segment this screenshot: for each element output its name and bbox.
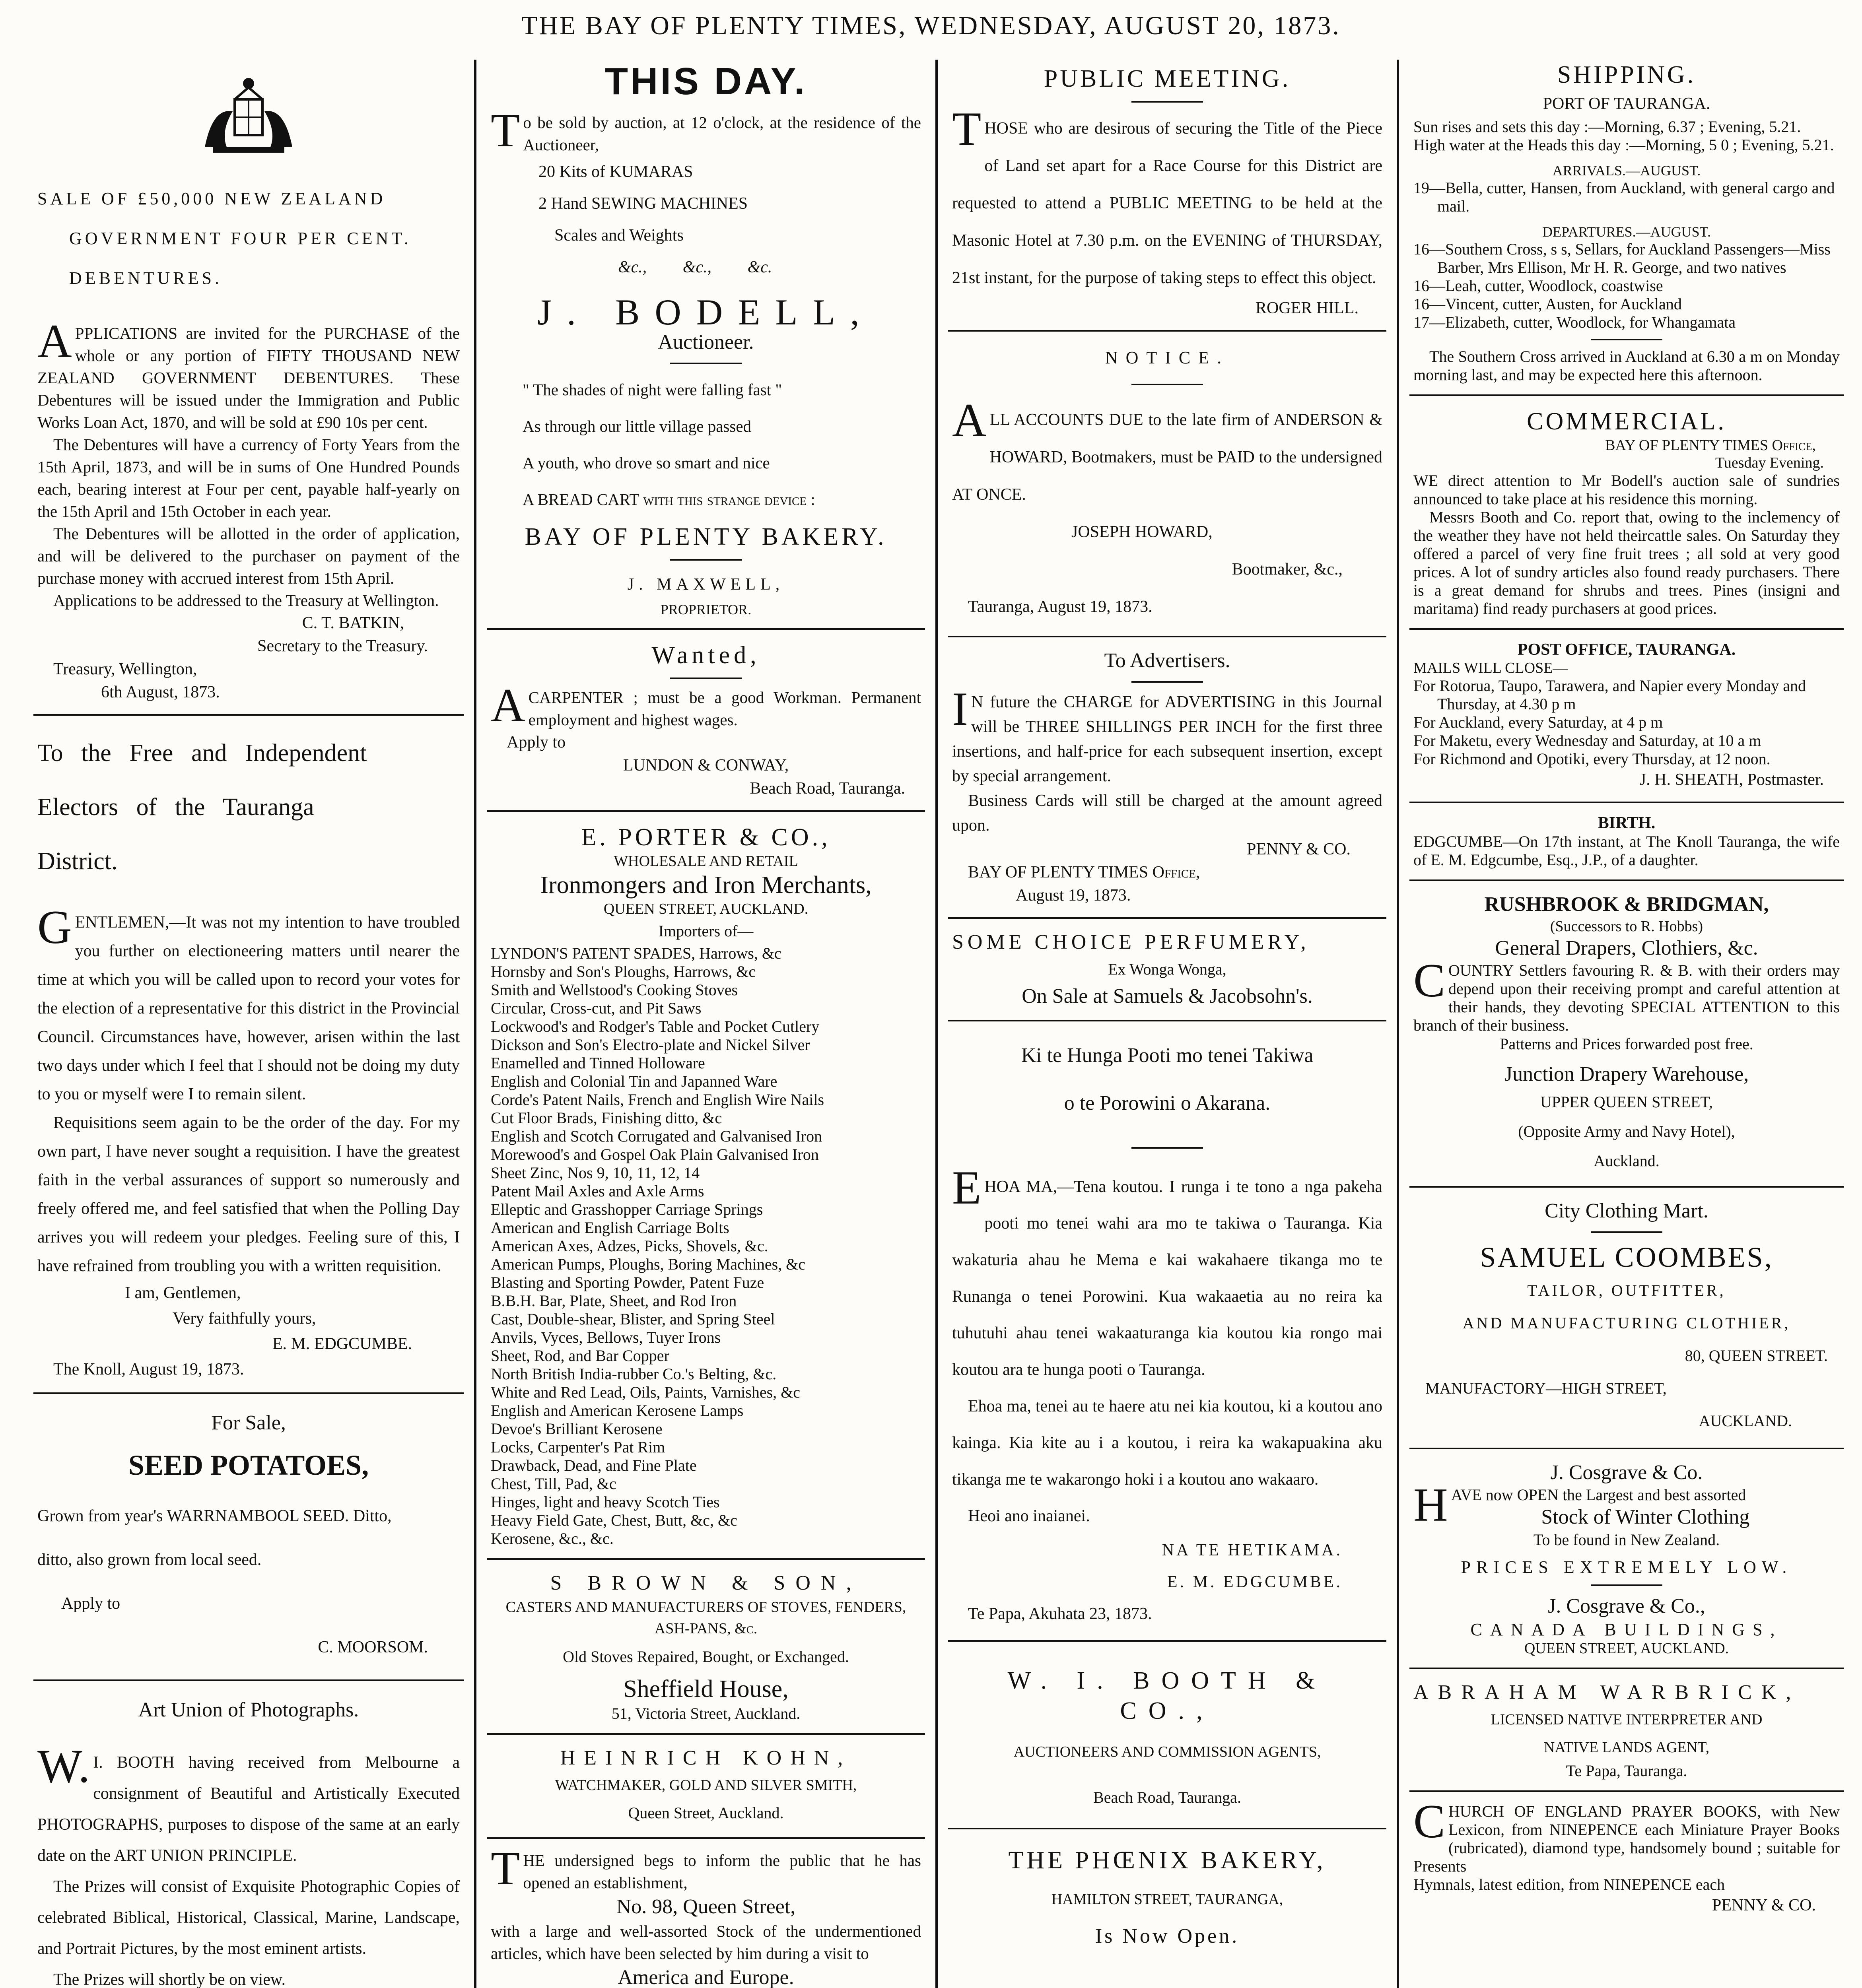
list-item: Sheet Zinc, Nos 9, 10, 11, 12, 14 <box>491 1164 700 1182</box>
phoenix-address: HAMILTON STREET, TAURANGA, <box>1051 1891 1283 1908</box>
wanted-text: ACARPENTER ; must be a good Workman. Permanent employment and highest wages. <box>491 679 921 732</box>
verse-line: A BREAD CART with this strange device : <box>523 490 815 509</box>
cosgrave-sub: To be found in New Zealand. <box>1533 1531 1720 1549</box>
apply: Apply to <box>61 1594 121 1613</box>
commercial-day: Tuesday Evening. <box>1715 454 1824 471</box>
prayer-text: CHURCH OF ENGLAND PRAYER BOOKS, with New Lexicon, from NINEPENCE each Miniature Prayer Books (rubricated), diamond type, handsomely bound ; suitable for Presents <box>1413 1795 1840 1875</box>
porter-items <box>491 944 921 1548</box>
seed-text: ditto, also grown from local seed. <box>37 1551 262 1569</box>
column-rule <box>474 60 476 1988</box>
coombes-mart: City Clothing Mart. <box>1545 1200 1708 1222</box>
phoenix-title: THE PHŒNIX BAKERY, <box>1008 1847 1326 1874</box>
list-item: For Maketu, every Wednesday and Saturday, at 10 a m <box>1413 732 1761 749</box>
divider <box>1409 802 1844 803</box>
divider <box>1131 101 1203 103</box>
brown-address: 51, Victoria Street, Auckland. <box>611 1705 801 1722</box>
commercial-office: BAY OF PLENTY TIMES Office, <box>1605 437 1816 454</box>
place: Treasury, Wellington, <box>53 660 197 678</box>
advertisers-office: BAY OF PLENTY TIMES Office, <box>968 863 1200 881</box>
divider <box>1409 1668 1844 1669</box>
list-item: English and Scotch Corrugated and Galvanised Iron <box>491 1127 822 1145</box>
notice-text: ALL ACCOUNTS DUE to the late firm of ANDERSON & HOWARD, Bootmakers, must be PAID to the undersigned AT ONCE. <box>952 394 1382 504</box>
list-item: Locks, Carpenter's Pat Rim <box>491 1438 665 1456</box>
list-item: LYNDON'S PATENT SPADES, Harrows, &c <box>491 944 781 962</box>
commercial-paragraph: Messrs Booth and Co. report that, owing to the inclemency of the weather they have not held theircattle sales. On Saturday they offered a parcel of very fine fruit trees ; all sold at very good prices. A lot of sundry articles also found ready purchasers. There is a great demand for shrubs and trees. Pines (insigni and maritama) find ready purchasers at good prices. <box>1413 508 1840 617</box>
waller-intro: THE undersigned begs to inform the public that he has opened an establishment, <box>491 1842 921 1895</box>
divider <box>670 678 742 679</box>
porter-address: QUEEN STREET, AUCKLAND. <box>603 901 809 917</box>
waller-text: with a large and well-assorted Stock of the undermentioned articles, which have been selected by him during a visit to <box>491 1922 921 1963</box>
list-item: Enamelled and Tinned Holloware <box>491 1054 705 1072</box>
list-item: Drawback, Dead, and Fine Plate <box>491 1456 697 1474</box>
column-3 <box>939 60 1396 1988</box>
column-rule <box>935 60 938 1988</box>
brown-firm: S BROWN & SON, <box>550 1572 862 1594</box>
signer: J. H. SHEATH, Postmaster. <box>1639 771 1824 789</box>
divider <box>1131 1147 1203 1149</box>
place-date: Tauranga, August 19, 1873. <box>968 598 1153 616</box>
list-item: Circular, Cross-cut, and Pit Saws <box>491 999 702 1017</box>
column-4 <box>1400 60 1853 1988</box>
auction-item: 2 Hand SEWING MACHINES <box>538 194 748 213</box>
divider <box>487 1558 925 1560</box>
post-title: POST OFFICE, TAURANGA. <box>1517 641 1736 659</box>
place-date: The Knoll, August 19, 1873. <box>53 1360 244 1378</box>
divider <box>1591 339 1662 340</box>
signer: JOSEPH HOWARD, <box>1071 523 1213 541</box>
seed-text: Grown from year's WARRNAMBOOL SEED. Ditto, <box>37 1507 392 1525</box>
divider <box>33 1679 464 1681</box>
auctioneer-name: J. BODELL, <box>537 292 875 332</box>
cosgrave-buildings: CANADA BUILDINGS, <box>1470 1620 1783 1639</box>
cosgrave-text: HAVE now OPEN the Largest and best assorted <box>1413 1478 1746 1531</box>
maori-paragraph: EHOA MA,—Tena koutou. I runga i te tono a nga pakeha pooti mo tenei wahi ara mo te takiwa o Tauranga. Kia wakaturia ahau he Mema e kai wakahaere tikanga mo te Runanga o tenei Porowini. Kua wakaaetia au no reira ka tuhutuhi ahau tenei wakaaturanga kia koutou kia rongo mai koutou ara te hunga pooti o Tauranga. <box>952 1161 1382 1379</box>
list-item: Patent Mail Axles and Axle Arms <box>491 1182 704 1200</box>
shipping-note: The Southern Cross arrived in Auckland at 6.30 a m on Monday morning last, and may be expected here this afternoon. <box>1413 348 1840 384</box>
bakery-title: BAY OF PLENTY BAKERY. <box>525 523 887 550</box>
list-item: Cast, Double-shear, Blister, and Spring Steel <box>491 1310 775 1328</box>
meeting-text: THOSE who are desirous of securing the Title of the Piece of Land set apart for a Race Course for this District are requested to attend a PUBLIC MEETING to be held at the Masonic Hotel at 7.30 p.m. on the EVENING of THURSDAY, 21st instant, for the purpose of taking steps to effect this object. <box>952 102 1382 287</box>
list-item: American Pumps, Ploughs, Boring Machines, &c <box>491 1255 806 1273</box>
porter-importers: Importers of— <box>658 922 754 940</box>
auction-item: 20 Kits of KUMARAS <box>538 163 693 181</box>
bakery-owner: J. MAXWELL, <box>627 575 785 594</box>
debentures-title: GOVERNMENT FOUR PER CENT. <box>69 229 412 248</box>
commercial-title: COMMERCIAL. <box>1527 408 1726 435</box>
divider <box>948 917 1386 919</box>
list-item: English and American Kerosene Lamps <box>491 1402 744 1419</box>
closing: I am, Gentlemen, <box>125 1284 241 1302</box>
debentures-paragraph: The Debentures will have a currency of Forty Years from the 15th April, 1873, and will be in sums of One Hundred Pounds each, bearing interest at Four per cent, payable half-yearly on the 15th April and 15th October in each year. <box>37 435 460 520</box>
cosgrave-firm: J. Cosgrave & Co. <box>1550 1461 1703 1484</box>
auction-etc: &c., &c., &c. <box>618 258 772 276</box>
list-item: Cut Floor Brads, Finishing ditto, &c <box>491 1109 722 1127</box>
this-day-title: THIS DAY. <box>604 60 807 103</box>
closing: Very faithfully yours, <box>173 1309 316 1328</box>
divider <box>1131 384 1203 385</box>
warbrick-sub: NATIVE LANDS AGENT, <box>1543 1739 1710 1756</box>
rushbrook-text2: Patterns and Prices forwarded post free. <box>1500 1035 1753 1053</box>
divider <box>1409 1790 1844 1792</box>
divider <box>1591 1584 1662 1586</box>
seed-potatoes-title: SEED POTATOES, <box>128 1449 369 1481</box>
divider <box>670 363 742 364</box>
list-item: Devoe's Brilliant Kerosene <box>491 1420 663 1438</box>
birth-text: EDGCUMBE—On 17th instant, at The Knoll Tauranga, the wife of E. M. Edgcumbe, Esq., J.P., of a daughter. <box>1413 833 1840 869</box>
art-paragraph: The Prizes will shortly be on view. <box>53 1971 286 1988</box>
maori-paragraph: Heoi ano inaianei. <box>968 1507 1090 1525</box>
rushbrook-address: UPPER QUEEN STREET, <box>1540 1093 1713 1111</box>
divider <box>1131 681 1203 683</box>
list-item: Hornsby and Son's Ploughs, Harrows, &c <box>491 963 756 980</box>
rushbrook-warehouse: Junction Drapery Warehouse, <box>1504 1063 1749 1085</box>
signer: NA TE HETIKAMA. <box>1162 1541 1343 1559</box>
signer: PENNY & CO. <box>1712 1896 1816 1914</box>
verse-line: A youth, who drove so smart and nice <box>523 454 770 472</box>
list-item: Morewood's and Gospel Oak Plain Galvanised Iron <box>491 1145 819 1163</box>
column-1 <box>24 60 473 1988</box>
divider <box>1409 628 1844 630</box>
coombes-trade: TAILOR, OUTFITTER, <box>1527 1281 1726 1299</box>
list-item: Anvils, Vyces, Bellows, Tuyer Irons <box>491 1328 721 1346</box>
list-item: Lockwood's and Rodger's Table and Pocket Cutlery <box>491 1017 820 1035</box>
divider <box>33 1392 464 1394</box>
porter-firm: E. PORTER & CO., <box>581 824 831 851</box>
list-item: 16—Vincent, cutter, Austen, for Auckland <box>1413 295 1682 313</box>
booth-address: Beach Road, Tauranga. <box>1093 1788 1241 1806</box>
cosgrave-prices: PRICES EXTREMELY LOW. <box>1461 1557 1792 1577</box>
coombes-city: AUCKLAND. <box>1699 1412 1792 1430</box>
coombes-name: SAMUEL COOMBES, <box>1480 1241 1773 1273</box>
column-2 <box>477 60 935 1988</box>
phoenix-text: Is Now Open. <box>1095 1925 1240 1947</box>
shipping-title: SHIPPING. <box>1557 61 1696 88</box>
signer: ROGER HILL. <box>1256 299 1359 317</box>
divider <box>948 1828 1386 1829</box>
signer-title: Bootmaker, &c., <box>1232 560 1343 579</box>
divider <box>487 810 925 812</box>
signer-title: Secretary to the Treasury. <box>257 637 428 655</box>
art-paragraph: The Prizes will consist of Exquisite Photographic Copies of celebrated Biblical, Historical, Classical, Marine, Landscape, and Portrait Pictures, by the most eminent artists. <box>37 1877 460 1958</box>
cosgrave-address: QUEEN STREET, AUCKLAND. <box>1524 1640 1729 1657</box>
advertisers-text2: Business Cards will still be charged at the amount agreed upon. <box>952 792 1382 835</box>
debentures-title: SALE OF £50,000 NEW ZEALAND <box>37 189 386 208</box>
debentures-paragraph: The Debentures will be allotted in the order of application, and will be delivered to the purchaser on payment of the purchase money with accrued interest from 15th April. <box>37 524 460 587</box>
notice-title: NOTICE. <box>1105 348 1230 367</box>
divider <box>948 330 1386 332</box>
auction-item: Scales and Weights <box>554 226 684 245</box>
porter-sub: WHOLESALE AND RETAIL <box>614 853 798 870</box>
list-item: Chest, Till, Pad, &c <box>491 1475 616 1493</box>
list-item: North British India-rubber Co.'s Belting, &c. <box>491 1365 777 1383</box>
electors-title: To the Free and Independent <box>37 740 367 767</box>
rushbrook-firm: RUSHBROOK & BRIDGMAN, <box>1484 893 1769 916</box>
cosgrave-title: Stock of Winter Clothing <box>1541 1506 1750 1528</box>
verse-line: " The shades of night were falling fast " <box>523 381 782 399</box>
divider <box>948 636 1386 637</box>
brown-sub: CASTERS AND MANUFACTURERS OF STOVES, FENDERS, ASH-PANS, &c. <box>505 1599 906 1637</box>
list-item: 17—Elizabeth, cutter, Woodlock, for Whangamata <box>1413 313 1736 331</box>
wanted-address: Beach Road, Tauranga. <box>750 779 905 798</box>
list-item: American and English Carriage Bolts <box>491 1219 729 1237</box>
prayer-text2: Hymnals, latest edition, from NINEPENCE each <box>1413 1875 1725 1893</box>
wanted-firm: LUNDON & CONWAY, <box>623 756 789 775</box>
booth-sub: AUCTIONEERS AND COMMISSION AGENTS, <box>1013 1743 1321 1760</box>
post-intro: MAILS WILL CLOSE— <box>1413 660 1568 676</box>
wanted-title: Wanted, <box>651 642 760 669</box>
rushbrook-city: Auckland. <box>1594 1152 1660 1170</box>
arrivals-title: ARRIVALS.—AUGUST. <box>1552 163 1701 179</box>
divider <box>670 559 742 561</box>
warbrick-sub: LICENSED NATIVE INTERPRETER AND <box>1491 1711 1763 1728</box>
auctioneer-title: Auctioneer. <box>658 331 754 353</box>
maori-title: o te Porowini o Akarana. <box>1064 1092 1271 1114</box>
coombes-factory: MANUFACTORY—HIGH STREET, <box>1425 1379 1667 1397</box>
electors-title: District. <box>37 848 118 875</box>
rushbrook-title: General Drapers, Clothiers, &c. <box>1495 937 1758 959</box>
kohn-address: Queen Street, Auckland. <box>628 1804 784 1822</box>
waller-places: America and Europe. <box>618 1966 794 1988</box>
list-item: 16—Leah, cutter, Woodlock, coastwise <box>1413 277 1663 295</box>
cosgrave-firm2: J. Cosgrave & Co., <box>1548 1595 1705 1617</box>
list-item: Hinges, light and heavy Scotch Ties <box>491 1493 720 1511</box>
list-item: For Auckland, every Saturday, at 4 p m <box>1413 713 1663 731</box>
signer: C. T. BATKIN, <box>302 614 404 632</box>
royal-coat-of-arms-icon <box>189 72 308 167</box>
advertisers-title: To Advertisers. <box>1104 649 1230 672</box>
list-item: Heavy Field Gate, Chest, Butt, &c, &c <box>491 1511 737 1529</box>
list-item: B.B.H. Bar, Plate, Sheet, and Rod Iron <box>491 1292 737 1310</box>
birth-title: BIRTH. <box>1598 814 1656 832</box>
list-item: English and Colonial Tin and Japanned Ware <box>491 1072 777 1090</box>
divider <box>1409 1448 1844 1449</box>
list-item: Kerosene, &c., &c. <box>491 1530 614 1547</box>
maori-title: Ki te Hunga Pooti mo tenei Takiwa <box>1021 1044 1314 1067</box>
post-list <box>1413 677 1840 768</box>
divider <box>1409 1186 1844 1188</box>
divider <box>1409 879 1844 881</box>
warbrick-name: ABRAHAM WARBRICK, <box>1413 1681 1801 1704</box>
for-sale: For Sale, <box>211 1411 286 1434</box>
list-item: Elleptic and Grasshopper Carriage Springs <box>491 1200 763 1218</box>
departures-list <box>1413 240 1840 332</box>
rushbrook-sub: (Successors to R. Hobbs) <box>1550 918 1703 935</box>
divider <box>487 1837 925 1839</box>
electors-paragraph: GENTLEMEN,—It was not my intention to have troubled you further on electioneering matters until nearer the time at which you will be called upon to record your votes for the election of a representative for this district in the Provincial Council. Circumstances have, however, arisen within the last two days under which I feel that I should not be doing my duty to you or myself were I to remain silent. <box>37 901 460 1103</box>
list-item: Sheet, Rod, and Bar Copper <box>491 1347 669 1365</box>
brown-text: Old Stoves Repaired, Bought, or Exchanged. <box>563 1648 849 1666</box>
divider <box>1591 1231 1662 1233</box>
maori-paragraph: Ehoa ma, tenei au te haere atu nei kia koutou, ki a koutou ano kainga. Kia kite au i a koutou, i reira ka wakapuakina aku tikanga me te wakarongo hoki i a koutou ano wakaaro. <box>952 1397 1382 1489</box>
divider <box>487 628 925 630</box>
rushbrook-address: (Opposite Army and Navy Hotel), <box>1518 1122 1735 1140</box>
electors-paragraph: Requisitions seem again to be the order of the day. For my own part, I have never sought a requisition. I have the greatest faith in the verbal assurances of support so numerously and freely offered me, and feel satisfied that when the Polling Day arrives you will redeem your pledges. Feeling sure of this, I have refrained from troubling you with a written requisition. <box>37 1114 460 1275</box>
perfumery-title: SOME CHOICE PERFUMERY, <box>952 931 1310 953</box>
perfumery-sub: Ex Wonga Wonga, <box>1108 960 1226 978</box>
art-paragraph: W.I. BOOTH having received from Melbourne a consignment of Beautiful and Artistically Executed PHOTOGRAPHS, purposes to dispose of the same at an early date on the ART UNION PRINCIPLE. <box>37 1740 460 1865</box>
list-item: Dickson and Son's Electro-plate and Nickel Silver <box>491 1036 810 1054</box>
kohn-sub: WATCHMAKER, GOLD AND SILVER SMITH, <box>555 1777 857 1794</box>
signer: E. M. EDGCUMBE. <box>272 1335 412 1353</box>
list-item: For Richmond and Opotiki, every Thursday, at 12 noon. <box>1413 750 1771 768</box>
debentures-title: DEBENTURES. <box>69 268 222 288</box>
divider <box>487 1733 925 1735</box>
list-item: American Axes, Adzes, Picks, Shovels, &c. <box>491 1237 768 1255</box>
debentures-paragraph: Applications to be addressed to the Treasury at Wellington. <box>53 591 439 610</box>
perfumery-text: On Sale at Samuels & Jacobsohn's. <box>1022 985 1313 1008</box>
waller-address: No. 98, Queen Street, <box>616 1895 796 1918</box>
list-item: Corde's Patent Nails, French and English Wire Nails <box>491 1091 824 1109</box>
signer: PENNY & CO. <box>1247 840 1351 858</box>
signer: C. MOORSOM. <box>318 1638 428 1656</box>
verse-line: As through our little village passed <box>523 417 752 435</box>
divider <box>1409 394 1844 396</box>
list-item: 16—Southern Cross, s s, Sellars, for Auckland Passengers—Miss Barber, Mrs Ellison, Mr H. R. George, and two natives <box>1413 240 1831 276</box>
booth-firm: W. I. BOOTH & CO., <box>1007 1667 1327 1724</box>
art-union-title: Art Union of Photographs. <box>138 1699 359 1721</box>
signer: E. M. EDGCUMBE. <box>1167 1573 1343 1591</box>
debentures-paragraph: APPLICATIONS are invited for the PURCHASE of the whole or any portion of FIFTY THOUSAND NEW ZEALAND GOVERNMENT DEBENTURES. These Debentures will be issued under the Immigration and Public Works Loan Act, 1870, and will be sold at £90 10s per cent. <box>37 315 460 431</box>
column-rule <box>1397 60 1399 1988</box>
kohn-firm: HEINRICH KOHN, <box>560 1747 852 1769</box>
list-item: 19—Bella, cutter, Hansen, from Auckland, with general cargo and mail. <box>1413 179 1835 215</box>
list-item: White and Red Lead, Oils, Paints, Varnishes, &c <box>491 1383 801 1401</box>
masthead: THE BAY OF PLENTY TIMES, WEDNESDAY, AUGUST 20, 1873. <box>521 11 1341 40</box>
rushbrook-text: COUNTRY Settlers favouring R. & B. with their orders may depend upon their receiving prompt and careful attention at their hands, they devoting SPECIAL ATTENTION to this branch of their business. <box>1413 954 1840 1034</box>
shipping-sun: Sun rises and sets this day :—Morning, 6.37 ; Evening, 5.21. <box>1413 118 1801 136</box>
date: 6th August, 1873. <box>101 683 220 701</box>
divider <box>33 714 464 716</box>
advertisers-text: IN future the CHARGE for ADVERTISING in this Journal will be THREE SHILLINGS PER INCH for the first three insertions, and half-price for each subsequent insertion, except by special arrangement. <box>952 682 1382 785</box>
divider <box>948 1640 1386 1642</box>
list-item: Smith and Wellstood's Cooking Stoves <box>491 981 738 999</box>
porter-title: Ironmongers and Iron Merchants, <box>540 872 872 899</box>
brown-house: Sheffield House, <box>623 1675 789 1703</box>
arrivals-list <box>1413 179 1840 215</box>
departures-title: DEPARTURES.—AUGUST. <box>1542 224 1711 240</box>
list-item: Blasting and Sporting Powder, Patent Fuze <box>491 1274 764 1291</box>
divider <box>948 1020 1386 1021</box>
date: August 19, 1873. <box>1016 886 1131 905</box>
shipping-port: PORT OF TAURANGA. <box>1543 95 1710 113</box>
warbrick-place: Te Papa, Tauranga. <box>1566 1762 1687 1780</box>
meeting-title: PUBLIC MEETING. <box>1044 65 1291 92</box>
list-item: For Rotorua, Taupo, Tarawera, and Napier every Monday and Thursday, at 4.30 p m <box>1413 677 1806 713</box>
coombes-address: 80, QUEEN STREET. <box>1685 1347 1828 1365</box>
apply: Apply to <box>507 733 566 751</box>
bakery-owner-title: PROPRIETOR. <box>660 602 752 617</box>
commercial-paragraph: WE direct attention to Mr Bodell's auction sale of sundries announced to take place at his residence this morning. <box>1413 472 1840 508</box>
electors-title: Electors of the Tauranga <box>37 794 314 821</box>
place-date: Te Papa, Akuhata 23, 1873. <box>968 1605 1152 1623</box>
shipping-water: High water at the Heads this day :—Morning, 5 0 ; Evening, 5.21. <box>1413 136 1834 154</box>
auction-intro: To be sold by auction, at 12 o'clock, at the residence of the Auctioneer, <box>491 104 921 157</box>
coombes-trade: AND MANUFACTURING CLOTHIER, <box>1462 1314 1791 1332</box>
